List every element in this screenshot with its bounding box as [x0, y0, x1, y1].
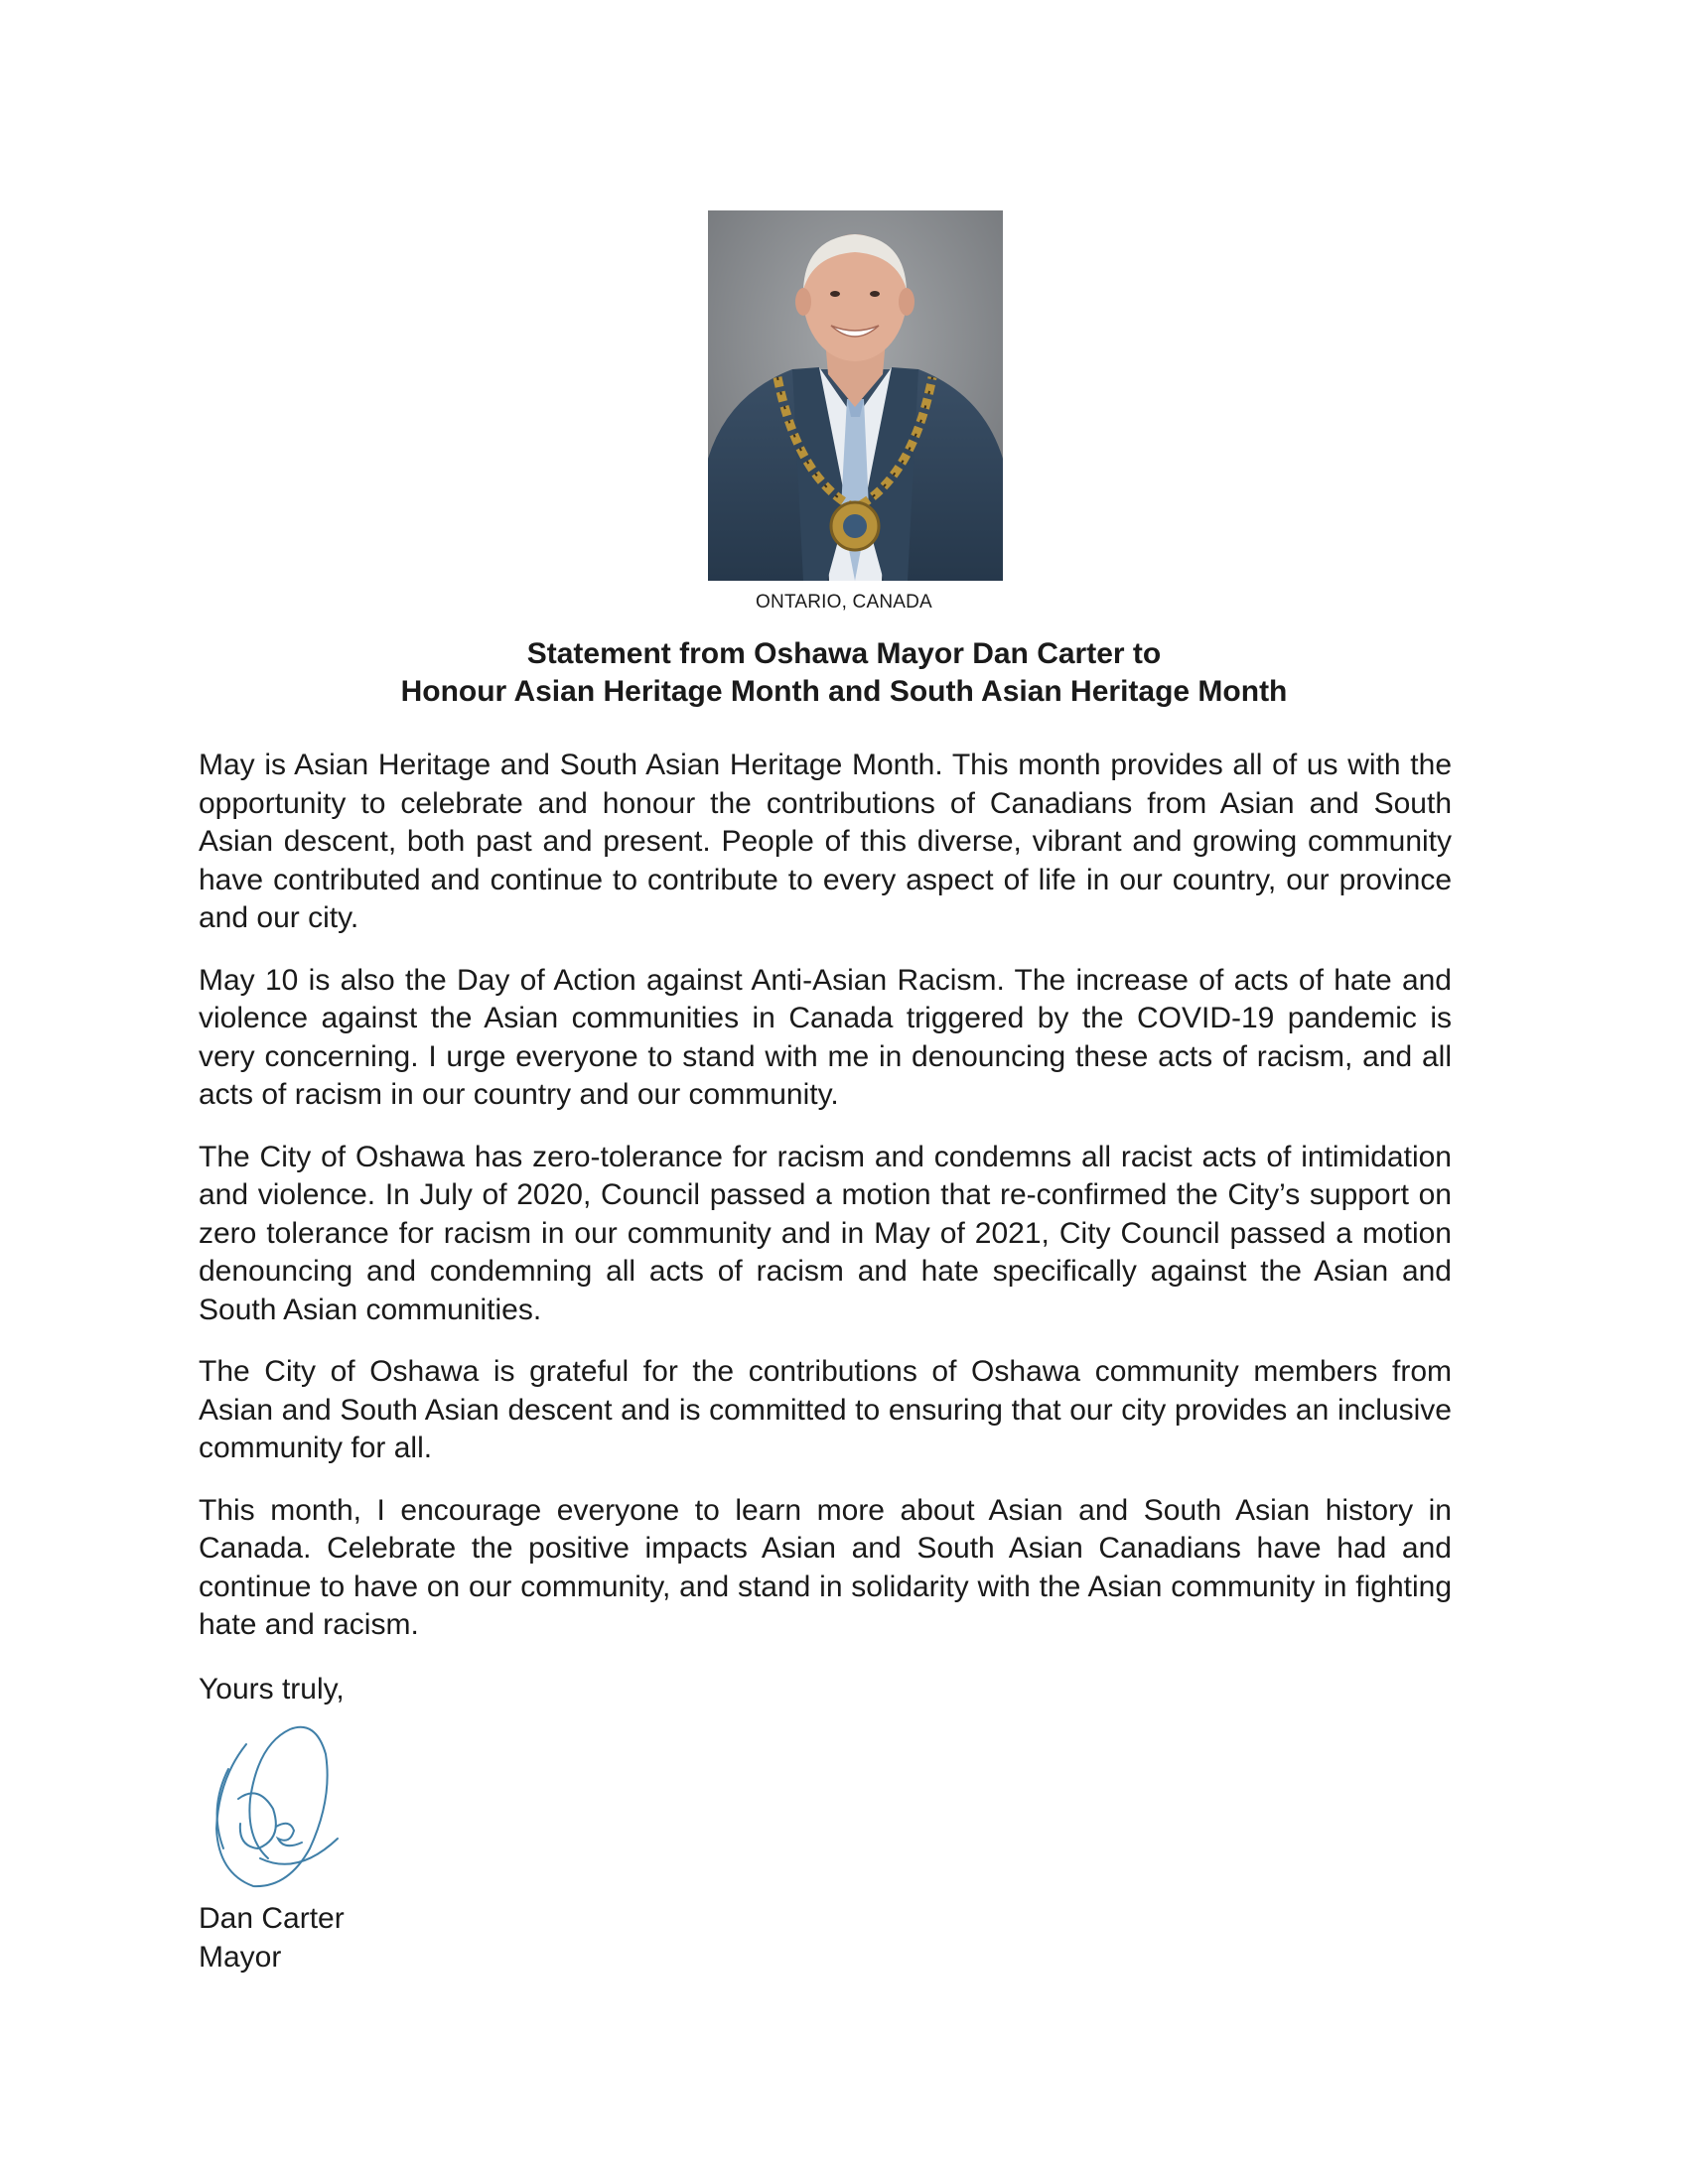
- paragraph-1: May is Asian Heritage and South Asian Heritage Month. This month provides all of us with the opportunity to celebrate and honour the contributions of Canadians from Asian and South Asian descent, both past and present. People of this diverse, vibrant and growing community have contributed and continue to contribute to every aspect of life in our country, our province and our city.: [199, 749, 1452, 934]
- statement-body: [199, 747, 1452, 1669]
- portrait-image: [708, 210, 1003, 581]
- signatory-name: Dan Carter: [199, 1902, 345, 1935]
- handwritten-signature: [199, 1709, 357, 1898]
- title-line-2: Honour Asian Heritage Month and South Asian Heritage Month: [400, 675, 1288, 708]
- closing-salutation: Yours truly,: [199, 1673, 345, 1706]
- paragraph-4: The City of Oshawa is grateful for the contributions of Oshawa community members from Asian and South Asian descent and is committed to ensuring that our city provides an inclusive community for all.: [199, 1355, 1452, 1464]
- paragraph-5: This month, I encourage everyone to learn more about Asian and South Asian history in Canada. Celebrate the positive impacts Asian and South Asian Canadians have had and continue to have on our community, and stand in solidarity with the Asian community in fighting hate and racism.: [199, 1493, 1452, 1641]
- mayor-portrait-photo: [708, 210, 1003, 581]
- signatory-role: Mayor: [199, 1941, 282, 1974]
- paragraph-3: The City of Oshawa has zero-tolerance for racism and condemns all racist acts of intimidation and violence. In July of 2020, Council passed a motion that re-confirmed the City’s support on zero tolerance for racism in our community and in May of 2021, City Council passed a motion denouncing and condemning all acts of racism and hate specifically against the Asian and South Asian communities.: [199, 1140, 1452, 1326]
- signatory-block: [199, 1899, 345, 1977]
- location-caption: ONTARIO, CANADA: [756, 592, 932, 613]
- statement-title: [0, 635, 1688, 711]
- paragraph-2: May 10 is also the Day of Action against Anti-Asian Racism. The increase of acts of hate and violence against the Asian communities in Canada triggered by the COVID-19 pandemic is very concerning. I urge everyone to stand with me in denouncing these acts of racism, and all acts of racism in our country and our community.: [199, 963, 1452, 1111]
- title-line-1: Statement from Oshawa Mayor Dan Carter to: [526, 637, 1162, 670]
